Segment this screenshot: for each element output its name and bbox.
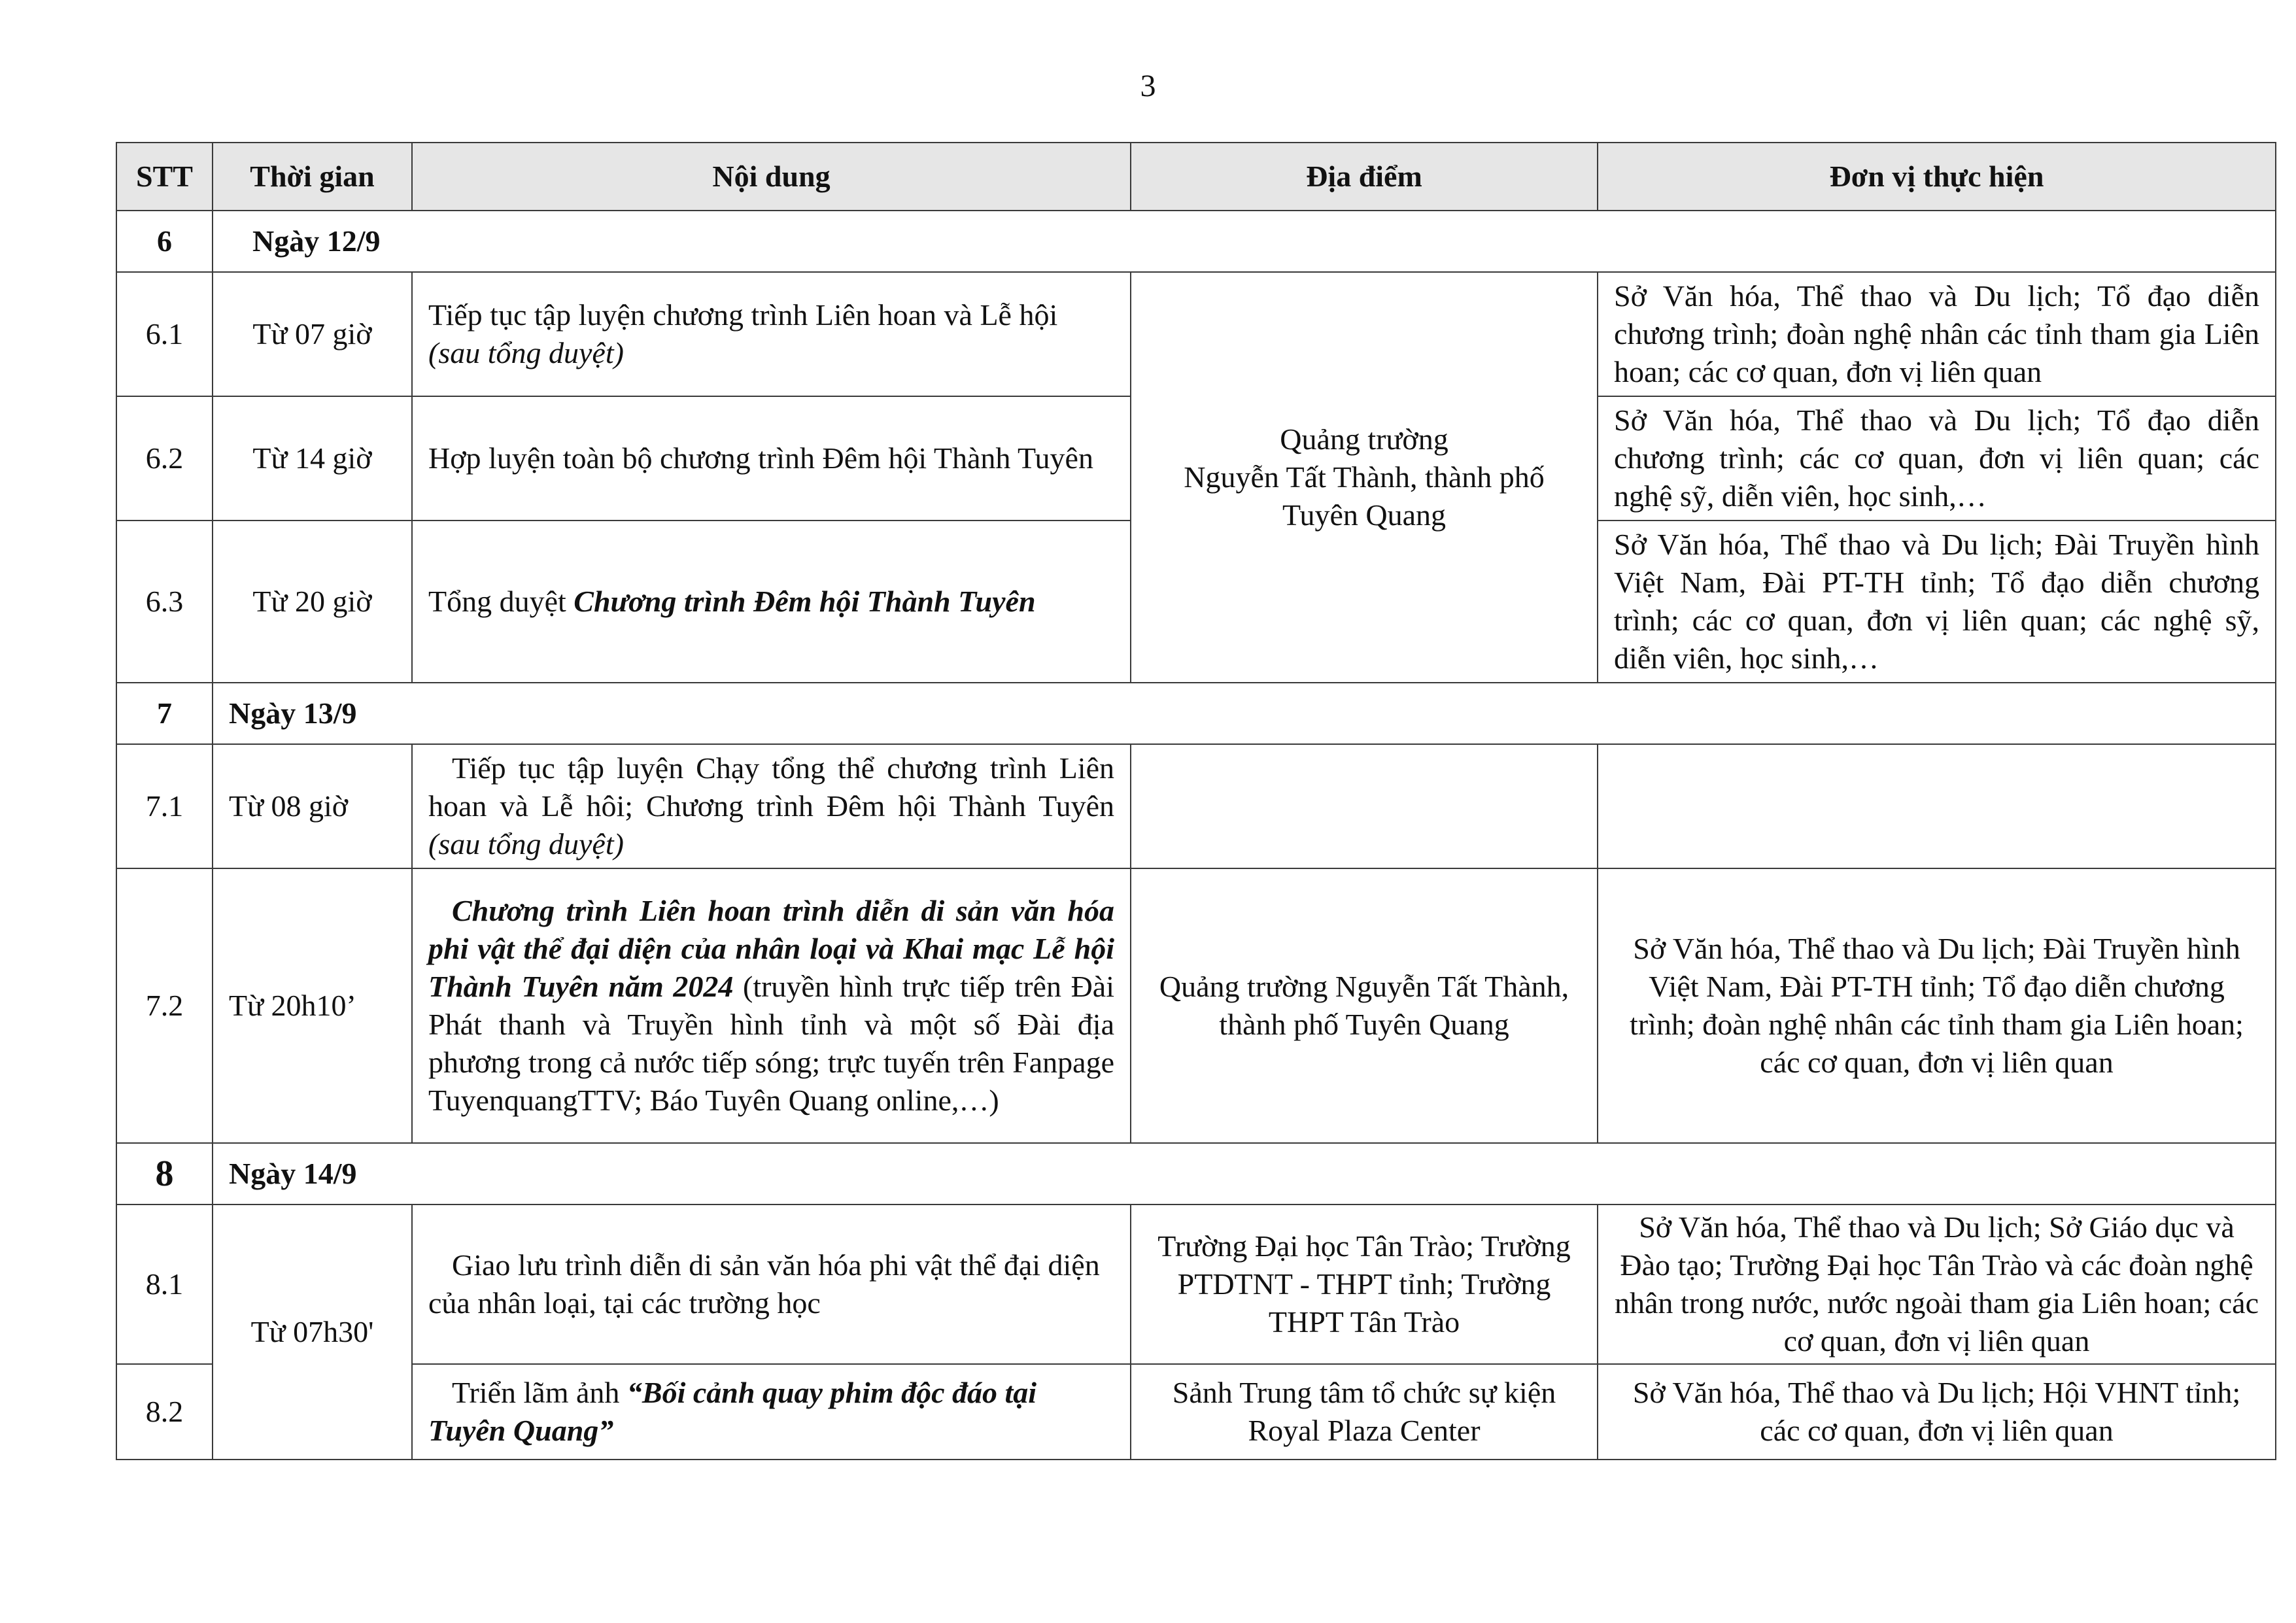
row-location: Trường Đại học Tân Trào; Trường PTDTNT - THPT tỉnh; Trường THPT Tân Trào: [1131, 1204, 1598, 1364]
row-number: 7.2: [116, 868, 213, 1143]
row-content: Giao lưu trình diễn di sản văn hóa phi vật thể đại diện của nhân loại, tại các trường học: [412, 1204, 1131, 1364]
table-row: [116, 744, 2276, 868]
row-number: 7.1: [116, 744, 213, 868]
day-number: 7: [116, 683, 213, 744]
schedule-table: [116, 142, 2276, 1460]
content-text: Tổng duyệt: [428, 585, 574, 619]
row-content: Hợp luyện toàn bộ chương trình Đêm hội Thành Tuyên: [412, 396, 1131, 521]
content-text: Tiếp tục tập luyện chương trình Liên hoan và Lễ hội: [428, 298, 1058, 332]
row-time: Từ 20h10’: [213, 868, 412, 1143]
day-label: Ngày 14/9: [213, 1143, 2276, 1204]
row-content: [412, 868, 1131, 1143]
header-time: Thời gian: [213, 143, 412, 211]
row-number: 6.3: [116, 521, 213, 683]
content-text: Tiếp tục tập luyện Chạy tổng thể chương trình Liên hoan và Lễ hôi; Chương trình Đêm hội Thành Tuyên: [428, 751, 1114, 823]
header-unit: Đơn vị thực hiện: [1598, 143, 2276, 211]
row-number: 6.2: [116, 396, 213, 521]
row-time: Từ 08 giờ: [213, 744, 412, 868]
content-text: Triển lãm ảnh: [452, 1376, 627, 1410]
row-location: [1131, 744, 1598, 868]
row-unit: Sở Văn hóa, Thể thao và Du lịch; Đài Truyền hình Việt Nam, Đài PT-TH tỉnh; Tổ đạo diễn chương trình; các cơ quan, đơn vị liên quan; các nghệ sỹ, diễn viên, học sinh,…: [1598, 521, 2276, 683]
day-label: Ngày 12/9: [213, 211, 2276, 272]
day-number: 8: [116, 1143, 213, 1204]
row-number: 6.1: [116, 272, 213, 396]
table-row: [116, 868, 2276, 1143]
header-location: Địa điểm: [1131, 143, 1598, 211]
row-content: [412, 521, 1131, 683]
day-row: [116, 211, 2276, 272]
table-row: [116, 1364, 2276, 1460]
content-note: (sau tổng duyệt): [428, 336, 624, 369]
content-note: (sau tổng duyệt): [428, 827, 624, 861]
day-number: 6: [116, 211, 213, 272]
row-unit: Sở Văn hóa, Thể thao và Du lịch; Tổ đạo diễn chương trình; các cơ quan, đơn vị liên quan; các nghệ sỹ, diễn viên, học sinh,…: [1598, 396, 2276, 521]
table-row: [116, 272, 2276, 396]
row-unit: Sở Văn hóa, Thể thao và Du lịch; Tổ đạo diễn chương trình; đoàn nghệ nhân các tỉnh tham gia Liên hoan; các cơ quan, đơn vị liên quan: [1598, 272, 2276, 396]
row-content: [412, 744, 1131, 868]
row-content: [412, 272, 1131, 396]
header-stt: STT: [116, 143, 213, 211]
page-number: 3: [1140, 69, 1156, 103]
row-time: Từ 20 giờ: [213, 521, 412, 683]
row-time: Từ 07 giờ: [213, 272, 412, 396]
table-row: [116, 1204, 2276, 1364]
row-time: Từ 07h30': [213, 1204, 412, 1460]
row-location: Sảnh Trung tâm tổ chức sự kiện Royal Plaza Center: [1131, 1364, 1598, 1460]
row-unit: Sở Văn hóa, Thể thao và Du lịch; Đài Truyền hình Việt Nam, Đài PT-TH tỉnh; Tổ đạo diễn chương trình; đoàn nghệ nhân các tỉnh tham gia Liên hoan; các cơ quan, đơn vị liên quan: [1598, 868, 2276, 1143]
row-content: [412, 1364, 1131, 1460]
row-unit: Sở Văn hóa, Thể thao và Du lịch; Hội VHNT tỉnh; các cơ quan, đơn vị liên quan: [1598, 1364, 2276, 1460]
row-unit: [1598, 744, 2276, 868]
content-text: (truyền hình trực tiếp trên Đài Phát thanh và Truyền hình tỉnh và một số Đài địa phương trong cả nước tiếp sóng; trực tuyến trên Fanpage TuyenquangTTV; Báo Tuyên Quang online,…): [428, 970, 1114, 1117]
row-location: Quảng trường Nguyễn Tất Thành, thành phố Tuyên Quang: [1131, 868, 1598, 1143]
content-title: Chương trình Đêm hội Thành Tuyên: [574, 585, 1036, 619]
content-title: Chương trình Liên hoan trình diễn di sản văn hóa phi vật thể đại diện của nhân loại và Khai mạc Lễ hội Thành Tuyên năm 2024: [428, 894, 1114, 1004]
row-location: Quảng trường Nguyễn Tất Thành, thành phố Tuyên Quang: [1131, 272, 1598, 683]
row-number: 8.1: [116, 1204, 213, 1364]
header-content: Nội dung: [412, 143, 1131, 211]
table-header-row: [116, 143, 2276, 211]
row-time: Từ 14 giờ: [213, 396, 412, 521]
row-unit: Sở Văn hóa, Thể thao và Du lịch; Sở Giáo dục và Đào tạo; Trường Đại học Tân Trào và các đoàn nghệ nhân trong nước, nước ngoài tham gia Liên hoan; các cơ quan, đơn vị liên quan: [1598, 1204, 2276, 1364]
day-row: [116, 1143, 2276, 1204]
day-row: [116, 683, 2276, 744]
row-number: 8.2: [116, 1364, 213, 1460]
content-title: “Bối cảnh quay phim độc đáo tại Tuyên Quang”: [428, 1376, 1037, 1447]
day-label: Ngày 13/9: [213, 683, 2276, 744]
